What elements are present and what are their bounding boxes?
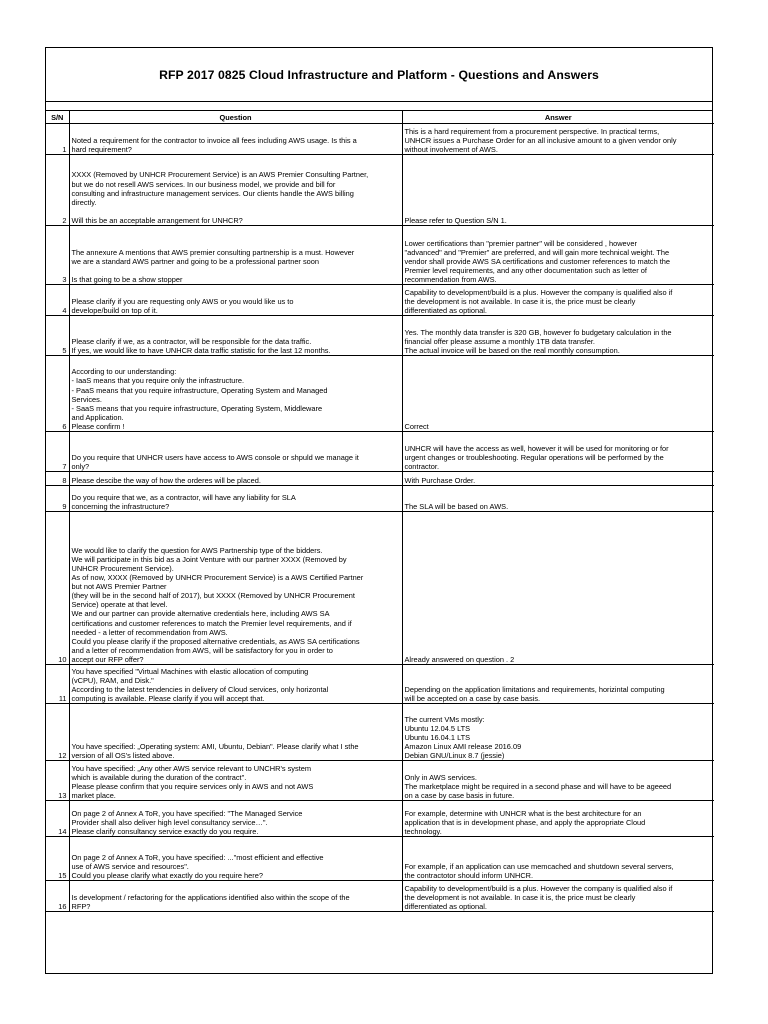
page-title: RFP 2017 0825 Cloud Infrastructure and Platform - Questions and Answers (159, 67, 599, 82)
row-question (69, 155, 402, 226)
row-question (69, 472, 402, 486)
question-line (72, 207, 400, 216)
answer-line: For example, determine with UNHCR what is the best architecture for an (404, 808, 642, 818)
row-answer (402, 801, 714, 837)
question-line: The annexure A mentions that AWS premier consulting partnership is a must. However (71, 247, 355, 257)
question-line: We and our partner can provide alternative credentials here, including AWS SA (71, 609, 330, 619)
question-line: and a letter of recommendation from AWS, will be satisfactory for you in order to (71, 645, 333, 655)
answer-line: Ubuntu 12.04.5 LTS (404, 723, 471, 733)
row-answer (402, 486, 714, 512)
question-line: but not AWS Premier Partner (71, 582, 167, 592)
question-line (72, 266, 400, 275)
answer-line: the development is not available. In case it is, the price must be clearly (404, 296, 636, 306)
table-row (46, 226, 714, 285)
table-row (46, 472, 714, 486)
question-line: Service) operate at that level. (71, 600, 168, 610)
answer-line: Premier level requirements, and any other documentation such as letter of (404, 265, 647, 275)
table-row (46, 512, 714, 665)
spacer-row (46, 102, 712, 111)
row-answer (402, 881, 714, 912)
row-question (69, 837, 402, 881)
question-line: Is development / refactoring for the applications identified also within the scope of the (71, 892, 350, 902)
question-line: use of AWS service and resources". (71, 861, 189, 871)
question-line: - IaaS means that you require only the infrastructure. (71, 376, 245, 386)
row-question (69, 226, 402, 285)
question-line: Please clarify if you are requesting only AWS or you would like us to (71, 296, 294, 306)
question-line: accept our RFP offer? (71, 654, 144, 664)
answer-line: Correct (404, 421, 429, 431)
answer-line: "advanced" and "Premier" are preferred, and will gain more technical weight. The (404, 247, 670, 257)
row-question (69, 512, 402, 665)
table-row (46, 761, 714, 801)
question-line: According to the latest tendencies in delivery of Cloud services, only horizontal (71, 684, 329, 694)
header-question: Question (69, 111, 402, 124)
row-sn: 16 (46, 881, 69, 912)
question-line: As of now, XXXX (Removed by UNHCR Procurement Service) is a AWS Certified Partner (71, 573, 364, 583)
question-line: You have specified: „Operating system: AMI, Ubuntu, Debian". Please clarify what I sthe (71, 741, 359, 751)
question-line: Could you please clarify what exactly do you require here? (71, 870, 263, 880)
answer-line: recommendation from AWS. (404, 274, 497, 284)
question-line: On page 2 of Annex A ToR, you have specified: ..."most efficient and effective (71, 852, 324, 862)
table-row (46, 801, 714, 837)
row-question (69, 316, 402, 356)
question-line: consulting and infrastructure management services. Our clients handle the AWS billing (71, 188, 354, 198)
answer-line: UNHCR will have the access as well, however it will be used for monitoring or for (404, 443, 669, 453)
table-row (46, 316, 714, 356)
answer-line: The SLA will be based on AWS. (404, 501, 509, 511)
row-sn: 13 (46, 761, 69, 801)
row-answer (402, 761, 714, 801)
question-line: RFP? (71, 901, 91, 911)
row-answer (402, 432, 714, 472)
table-row (46, 881, 714, 912)
row-question (69, 801, 402, 837)
question-line: only? (71, 461, 90, 471)
answer-line: For example, if an application can use memcached and shutdown several servers, (404, 861, 674, 871)
row-sn: 14 (46, 801, 69, 837)
answer-line: The marketplace might be required in a second phase and will have to be ageeed (404, 781, 672, 791)
table-body (46, 124, 714, 912)
header-row (46, 111, 714, 124)
row-answer (402, 155, 714, 226)
question-line: Please descibe the way of how the orderes will be placed. (71, 475, 261, 485)
row-answer (402, 665, 714, 704)
row-question (69, 486, 402, 512)
answer-line: vendor shall provide AWS SA certifications and customer references to match the (404, 256, 671, 266)
answer-line: contractor. (404, 461, 440, 471)
table-row (46, 356, 714, 432)
header-answer: Answer (402, 111, 714, 124)
row-answer (402, 356, 714, 432)
question-line: hard requirement? (71, 144, 132, 154)
answer-line: Only in AWS services. (404, 772, 477, 782)
row-question (69, 124, 402, 155)
row-question (69, 881, 402, 912)
answer-line: Depending on the application limitations and requirements, horizintal computing (404, 684, 665, 694)
answer-line: Lower certifications than "premier partner" will be considered , however (404, 238, 637, 248)
table-row (46, 704, 714, 761)
question-line: Could you please clarify if the proposed alternative credentials, as AWS SA certifications (71, 636, 360, 646)
question-line: Please confirm ! (71, 421, 125, 431)
answer-line: Amazon Linux AMI release 2016.09 (404, 741, 522, 751)
question-line: You have specified: „Any other AWS service relevant to UNCHR's system (71, 763, 312, 773)
qa-table (46, 111, 714, 912)
answer-line: Debian GNU/Linux 8.7 (jessie) (404, 750, 505, 760)
row-sn: 2 (46, 155, 69, 226)
question-line: which is available during the duration of the contract". (71, 772, 247, 782)
question-line: XXXX (Removed by UNHCR Procurement Service) is an AWS Premier Consulting Partner, (71, 170, 369, 180)
answer-line: on a case by case basis in future. (404, 790, 515, 800)
row-question (69, 432, 402, 472)
table-row (46, 432, 714, 472)
header-sn: S/N (46, 111, 69, 124)
answer-line: urgent changes or troubleshooting. Regular operations will be performed by the (404, 452, 664, 462)
table-row (46, 285, 714, 316)
question-line: directly. (71, 197, 97, 207)
question-line: Please clarify consultancy service exactly do you require. (71, 826, 259, 836)
row-sn: 15 (46, 837, 69, 881)
answer-line: application that is in development phase, and apply the appropriate Cloud (404, 817, 646, 827)
row-question (69, 285, 402, 316)
table-row (46, 665, 714, 704)
question-line: We will participate in this bid as a Joint Venture with our partner XXXX (Removed by (71, 554, 347, 564)
table-row (46, 124, 714, 155)
question-line: needed - a letter of recommendation from AWS. (71, 627, 228, 637)
question-line: According to our understanding: (71, 367, 177, 377)
answer-line: Ubuntu 16.04.1 LTS (404, 732, 471, 742)
answer-line: financial offer please assume a monthly 1TB data transfer. (404, 336, 595, 346)
question-line: - PaaS means that you require infrastructure, Operating System and Managed (71, 385, 328, 395)
question-line: Do you require that UNHCR users have access to AWS console or shpuld we manage it (71, 452, 359, 462)
question-line: concerning the infrastructure? (71, 501, 170, 511)
question-line: we are a standard AWS partner and going to be a professional partner soon (71, 256, 319, 266)
row-sn: 8 (46, 472, 69, 486)
row-question (69, 761, 402, 801)
question-line: On page 2 of Annex A ToR, you have specified: "The Managed Service (71, 808, 303, 818)
answer-line: Already answered on question . 2 (404, 654, 515, 664)
question-line: Please please confirm that you require services only in AWS and not AWS (71, 781, 314, 791)
question-line: Do you require that we, as a contractor, will have any liability for SLA (71, 492, 296, 502)
title-row (46, 48, 712, 102)
table-row (46, 837, 714, 881)
question-line: but we do not resell AWS services. In our business model, we provide and bill for (71, 179, 336, 189)
row-answer (402, 316, 714, 356)
row-answer (402, 512, 714, 665)
row-sn: 5 (46, 316, 69, 356)
question-line: We would like to clarify the question for AWS Partnership type of the bidders. (71, 545, 323, 555)
question-line: You have specified "Virtual Machines with elastic allocation of computing (71, 666, 309, 676)
row-sn: 7 (46, 432, 69, 472)
row-answer (402, 837, 714, 881)
question-line: Provider shall also deliver high level consultancy service…". (71, 817, 268, 827)
row-question (69, 665, 402, 704)
answer-line: differentiated as optional. (404, 901, 487, 911)
row-answer (402, 124, 714, 155)
question-line: computing is available. Please clarify if you will accept that. (71, 693, 265, 703)
answer-line: Capability to development/build is a plus. However the company is qualified also if (404, 883, 673, 893)
answer-line: the contractotor should inform UNHCR. (404, 870, 534, 880)
question-line: market place. (71, 790, 116, 800)
question-line: - SaaS means that you require infrastructure, Operating System, Middleware (71, 403, 323, 413)
question-line: If yes, we would like to have UNHCR data traffic statistic for the last 12 months. (71, 345, 331, 355)
answer-line: technology. (404, 826, 442, 836)
answer-line: Capability to development/build is a plus. However the company is qualified also if (404, 287, 673, 297)
question-line: (vCPU), RAM, and Disk." (71, 675, 154, 685)
question-line: UNHCR Procurement Service). (71, 563, 174, 573)
answer-line: This is a hard requirement from a procurement perspective. In practical terms, (404, 126, 660, 136)
row-answer (402, 472, 714, 486)
question-line: (they will be in the second half of 2017), but XXXX (Removed by UNHCR Procurement (71, 591, 355, 601)
row-sn: 11 (46, 665, 69, 704)
answer-line: differentiated as optional. (404, 305, 487, 315)
row-sn: 3 (46, 226, 69, 285)
question-line: Is that going to be a show stopper (71, 274, 183, 284)
row-sn: 10 (46, 512, 69, 665)
question-line: Noted a requirement for the contractor to invoice all fees including AWS usage. Is this a (71, 135, 357, 145)
row-sn: 4 (46, 285, 69, 316)
row-sn: 6 (46, 356, 69, 432)
answer-line: UNHCR issues a Purchase Order for an all inclusive amount to a given vendor only (404, 135, 677, 145)
answer-line: will be accepted on a case by case basis. (404, 693, 541, 703)
row-answer (402, 704, 714, 761)
table-row (46, 155, 714, 226)
answer-line: Yes. The monthly data transfer is 320 GB, however fo budgetary calculation in the (404, 327, 672, 337)
question-line: and Application. (71, 412, 124, 422)
row-sn: 9 (46, 486, 69, 512)
answer-line: The current VMs mostly: (404, 714, 485, 724)
question-line: develope/build on top of it. (71, 305, 158, 315)
question-line: Services. (71, 394, 102, 404)
row-sn: 12 (46, 704, 69, 761)
answer-line: The actual invoice will be based on the real monthly consumption. (404, 345, 620, 355)
table-row (46, 486, 714, 512)
row-answer (402, 285, 714, 316)
answer-line: With Purchase Order. (404, 475, 476, 485)
row-question (69, 356, 402, 432)
question-line: version of all OS's listed above. (71, 750, 175, 760)
answer-line: the development is not available. In case it is, the price must be clearly (404, 892, 636, 902)
question-line: certifications and customer references to match the Premier level requirements, and if (71, 618, 352, 628)
row-answer (402, 226, 714, 285)
row-question (69, 704, 402, 761)
question-line: Please clarify if we, as a contractor, will be responsible for the data traffic. (71, 336, 312, 346)
row-sn: 1 (46, 124, 69, 155)
answer-line: Please refer to Question S/N 1. (404, 215, 507, 225)
answer-line: without involvement of AWS. (404, 144, 498, 154)
qa-sheet (45, 47, 713, 974)
question-line: Will this be an acceptable arrangement for UNHCR? (71, 215, 243, 225)
